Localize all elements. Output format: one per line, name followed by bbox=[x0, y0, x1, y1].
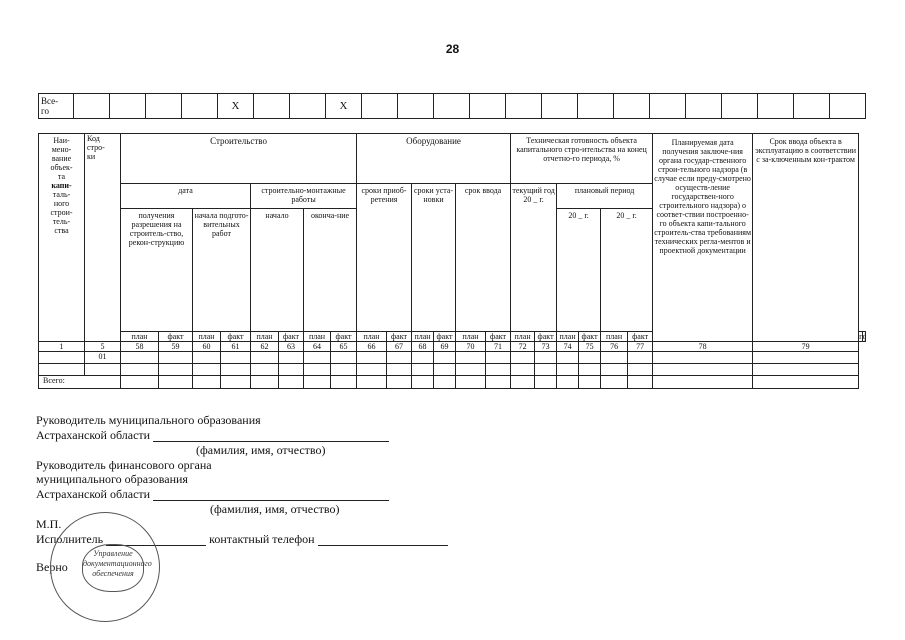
astrakhan-line-2: Астраханской области bbox=[36, 487, 389, 501]
plan-label bbox=[859, 332, 862, 342]
total-top-label: Все- го bbox=[39, 94, 74, 119]
planned-date-header: Планируемая дата получения заключе-ния органа государ-ственного строи-тельного надзора (в случае если преду-смотрено осуществ-ление государствен-ного строительного надзора) о соответ-ствии построенно-го объекта капи-тального строитель-ства требованиям технических регла-ментов и проектной документации bbox=[653, 134, 753, 342]
col-number: 60 bbox=[193, 342, 221, 352]
col-number: 63 bbox=[279, 342, 304, 352]
total-row bbox=[39, 376, 866, 389]
mark-x: X bbox=[326, 94, 362, 119]
column-number-row bbox=[39, 342, 866, 352]
construction-header: Строительство bbox=[121, 134, 357, 184]
col-number: 71 bbox=[486, 342, 511, 352]
plan-label: план bbox=[251, 332, 279, 342]
plan-label: план bbox=[357, 332, 387, 342]
phone-line bbox=[318, 533, 448, 546]
signature-line bbox=[153, 488, 389, 501]
fact-label: факт bbox=[535, 332, 557, 342]
name-column-header: Наи- мено- вание объек- та капи- таль- ного строи- тель- ства bbox=[39, 134, 85, 342]
acquisition-header: сроки приоб-ретения bbox=[357, 184, 412, 332]
commissioning-header: Срок ввода объекта в эксплуатацию в соответствии с за-ключенным кон-трактом bbox=[753, 134, 859, 342]
municipal-formation-label: муниципального образования bbox=[36, 472, 188, 486]
row-code: 01 bbox=[85, 352, 121, 364]
current-year-header: текущий год 20 _ г. bbox=[511, 184, 557, 332]
executor-line: Исполнитель контактный телефон bbox=[36, 532, 448, 546]
verno-label: Верно bbox=[36, 560, 68, 574]
col-number: 70 bbox=[456, 342, 486, 352]
plan-label: план bbox=[193, 332, 221, 342]
fact-label bbox=[862, 332, 865, 342]
fio-caption-2: (фамилия, имя, отчество) bbox=[210, 502, 340, 516]
fio-caption-1: (фамилия, имя, отчество) bbox=[196, 443, 326, 457]
year1-header: 20 _ г. bbox=[557, 209, 601, 332]
col-number: 78 bbox=[653, 342, 753, 352]
fact-label: факт bbox=[486, 332, 511, 342]
total-label: Всего: bbox=[39, 376, 121, 389]
table-row bbox=[39, 352, 866, 364]
signature-line bbox=[153, 429, 389, 442]
date-header: дата bbox=[121, 184, 251, 209]
construction-work-header: строительно-монтажные работы bbox=[251, 184, 357, 209]
mark-x: X bbox=[218, 94, 254, 119]
col-number: 66 bbox=[357, 342, 387, 352]
plan-label: план bbox=[511, 332, 535, 342]
col-number: 68 bbox=[412, 342, 434, 352]
col-number: 72 bbox=[511, 342, 535, 352]
col-number: 59 bbox=[159, 342, 193, 352]
head-finance-label: Руководитель финансового органа bbox=[36, 458, 212, 472]
equipment-header: Оборудование bbox=[357, 134, 511, 184]
permit-header: получения разрешения на строитель-ство, рекон-струкцию bbox=[121, 209, 193, 332]
col-number: 62 bbox=[251, 342, 279, 352]
fact-label: факт bbox=[387, 332, 412, 342]
table-row bbox=[39, 364, 866, 376]
stamp-inner-text: Управление документационного обеспечения bbox=[82, 544, 144, 592]
fact-label: факт bbox=[331, 332, 357, 342]
col-number: 74 bbox=[557, 342, 579, 352]
total-top-table bbox=[38, 93, 866, 119]
prep-start-header: начала подгото-вительных работ bbox=[193, 209, 251, 332]
code-column-header: Код стро- ки bbox=[85, 134, 121, 342]
fact-label: факт bbox=[279, 332, 304, 342]
fact-label: факт bbox=[434, 332, 456, 342]
header-row bbox=[39, 134, 866, 184]
col-number: 79 bbox=[753, 342, 859, 352]
year2-header: 20 _ г. bbox=[601, 209, 653, 332]
col-number: 69 bbox=[434, 342, 456, 352]
start-header: начало bbox=[251, 209, 304, 332]
plan-label: план bbox=[412, 332, 434, 342]
head-municipality-label: Руководитель муниципального образования bbox=[36, 413, 261, 427]
col-number: 65 bbox=[331, 342, 357, 352]
plan-label: план bbox=[456, 332, 486, 342]
col-number: 67 bbox=[387, 342, 412, 352]
plan-label: план bbox=[557, 332, 579, 342]
astrakhan-line-1: Астраханской области bbox=[36, 428, 389, 442]
table-row bbox=[39, 94, 866, 119]
plan-label: план bbox=[121, 332, 159, 342]
col-number: 64 bbox=[304, 342, 331, 352]
page-number: 28 bbox=[445, 42, 460, 56]
col-number: 73 bbox=[535, 342, 557, 352]
plan-label: план bbox=[304, 332, 331, 342]
intro-header: срок ввода bbox=[456, 184, 511, 332]
col-number: 76 bbox=[601, 342, 628, 352]
col-number: 75 bbox=[579, 342, 601, 352]
planned-period-header: плановый период bbox=[557, 184, 653, 209]
col-number: 5 bbox=[85, 342, 121, 352]
installation-header: сроки уста-новки bbox=[412, 184, 456, 332]
end-header: оконча-ние bbox=[304, 209, 357, 332]
col-number: 58 bbox=[121, 342, 159, 352]
col-number: 1 bbox=[39, 342, 85, 352]
col-number: 61 bbox=[221, 342, 251, 352]
fact-label: факт bbox=[579, 332, 601, 342]
fact-label: факт bbox=[221, 332, 251, 342]
main-table bbox=[38, 133, 866, 389]
col-number: 77 bbox=[628, 342, 653, 352]
mp-label: М.П. bbox=[36, 517, 62, 531]
fact-label: факт bbox=[159, 332, 193, 342]
plan-label: план bbox=[601, 332, 628, 342]
readiness-header: Техническая готовность объекта капитального стро-ительства на конец отчетно-го периода, % bbox=[511, 134, 653, 184]
fact-label: факт bbox=[628, 332, 653, 342]
